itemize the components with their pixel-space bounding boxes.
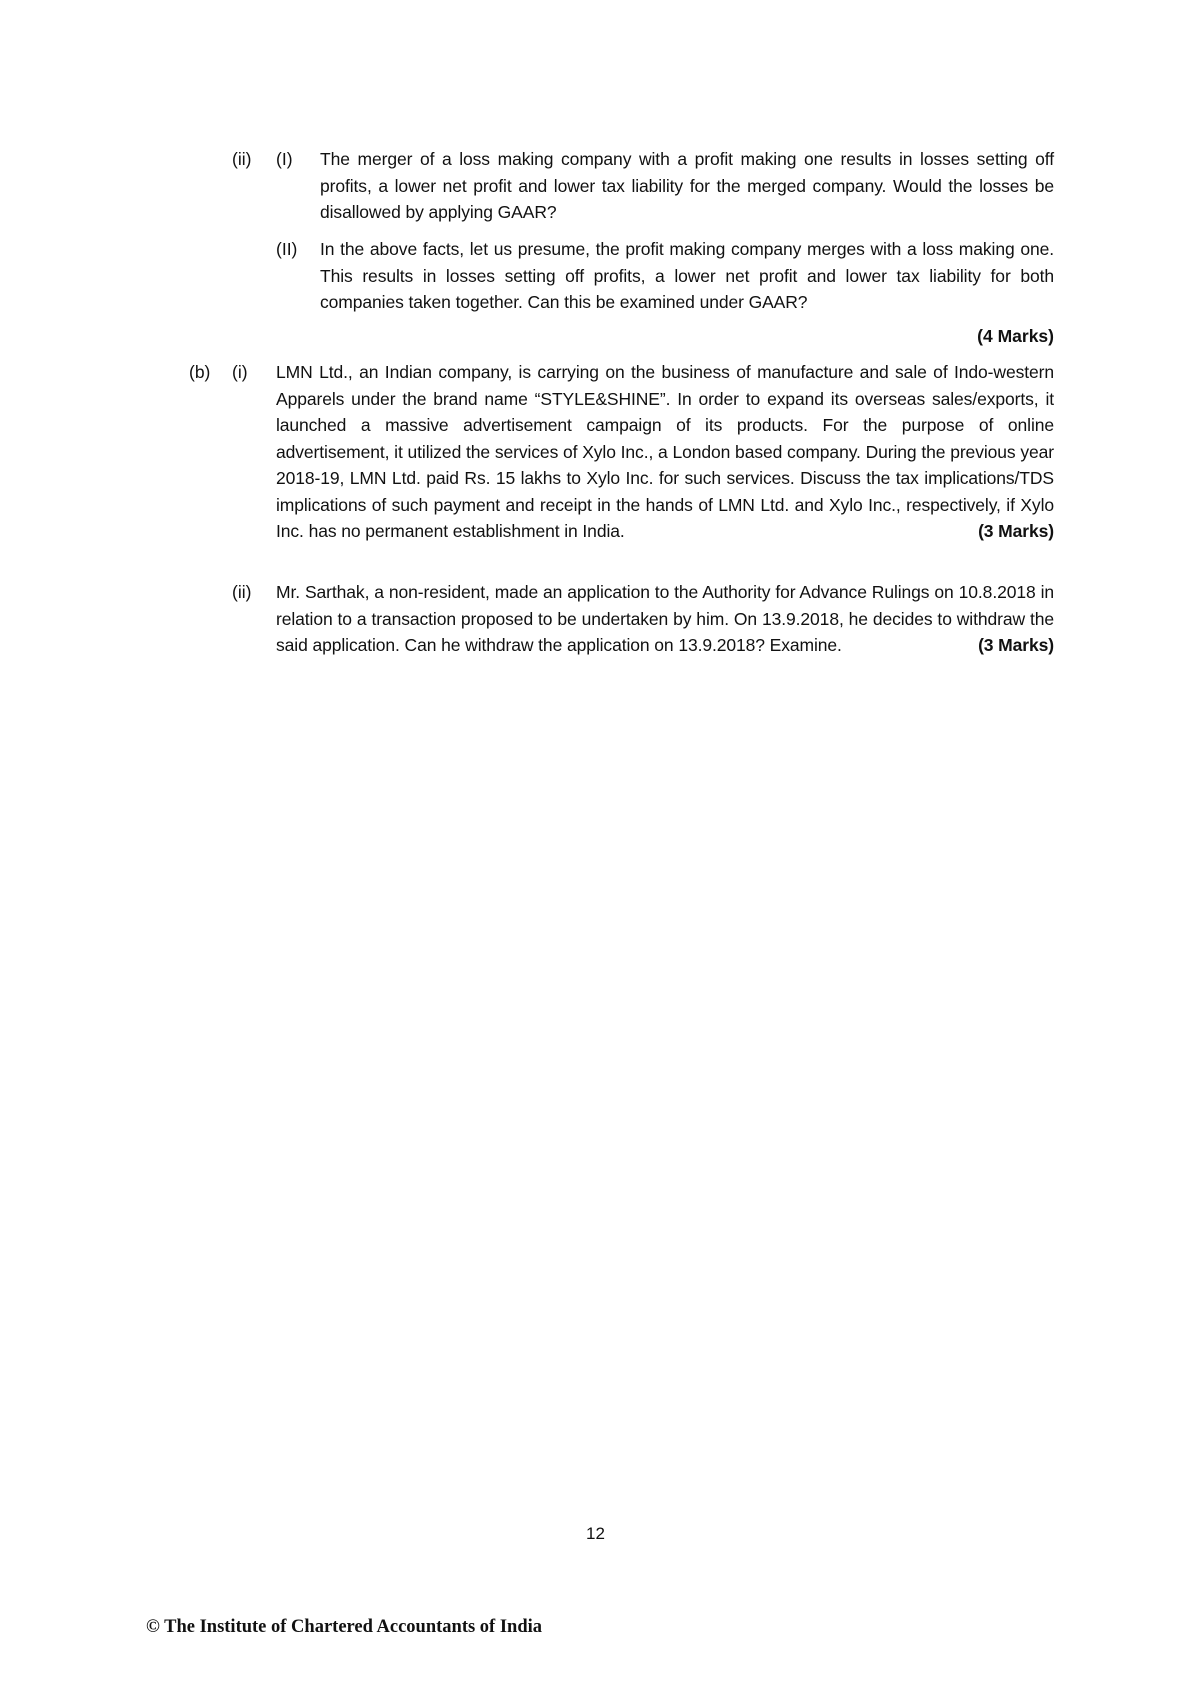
part-I-label: (I) [276,149,293,169]
question-ii-label: (ii) [232,149,252,169]
page-number: 12 [586,1524,605,1543]
sub-ii-paragraph [276,579,1054,659]
sub-i-label: (i) [232,362,248,382]
question-b-label: (b) [189,362,211,382]
sub-i-marks: (3 Marks) [978,521,1054,541]
sub-ii-marks: (3 Marks) [978,635,1054,655]
part-II-text: In the above facts, let us presume, the profit making company merges with a loss making one. This results in losses setting off profits, a lower net profit and lower tax liability for both companies taken together. Can this be examined under GAAR? [320,239,1054,312]
part-II-label: (II) [276,239,298,259]
sub-i-paragraph [276,359,1054,545]
part-I-text: The merger of a loss making company with a profit making one results in losses setting off profits, a lower net profit and lower tax liability for the merged company. Would the losses be disallowed by applying GAAR? [320,149,1054,222]
question-ii-marks: (4 Marks) [977,326,1054,346]
sub-ii-text: Mr. Sarthak, a non-resident, made an application to the Authority for Advance Rulings on 10.8.2018 in relation to a transaction proposed to be undertaken by him. On 13.9.2018, he decides to withdraw the said application. Can he withdraw the application on 13.9.2018? Examine. [276,582,1054,655]
sub-i-text: LMN Ltd., an Indian company, is carrying on the business of manufacture and sale of Indo-western Apparels under the brand name “STYLE&SHINE”. In order to expand its overseas sales/exports, it launched a massive advertisement campaign of its products. For the purpose of online advertisement, it utilized the services of Xylo Inc., a London based company. During the previous year 2018-19, LMN Ltd. paid Rs. 15 lakhs to Xylo Inc. for such services. Discuss the tax implications/TDS implications of such payment and receipt in the hands of LMN Ltd. and Xylo Inc., respectively, if Xylo Inc. has no permanent establishment in India. [276,362,1054,541]
footer-copyright: © The Institute of Chartered Accountants of India [146,1617,543,1637]
sub-ii-label: (ii) [232,582,252,602]
